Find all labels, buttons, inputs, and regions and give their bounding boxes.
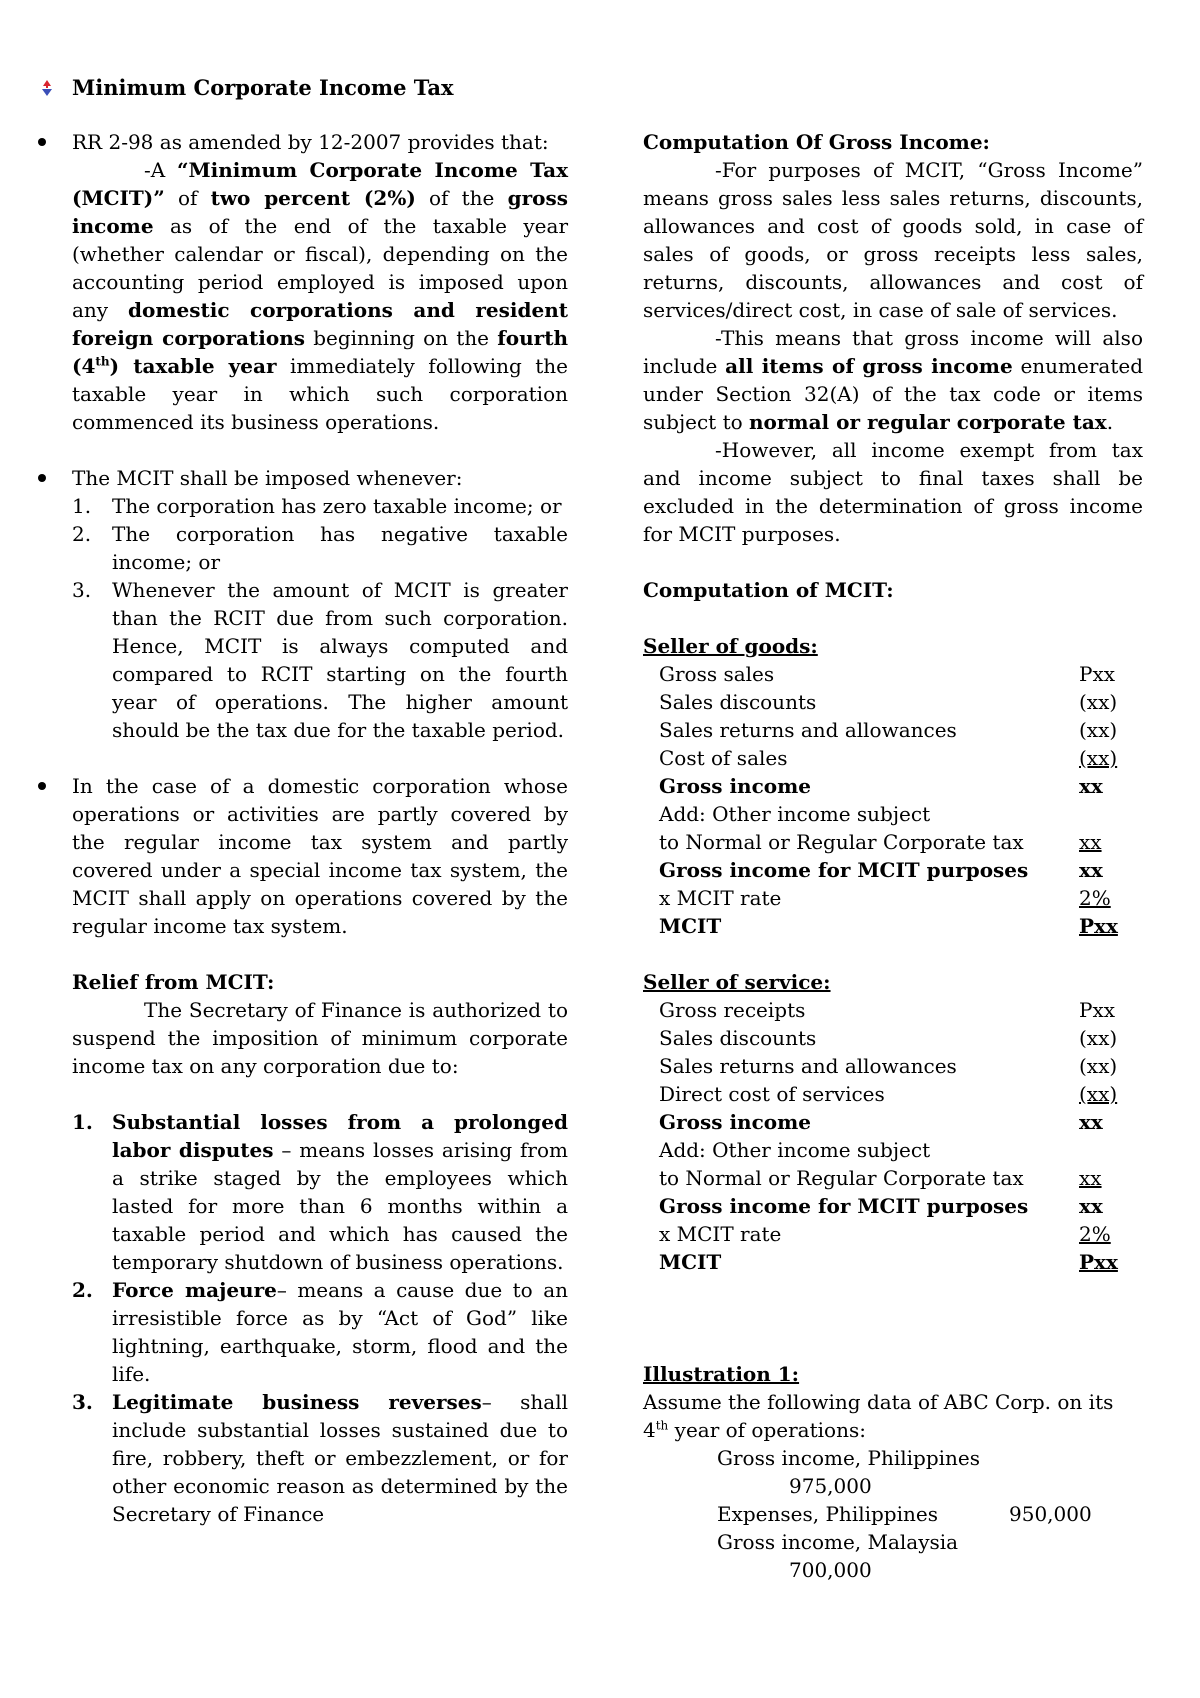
relief-heading: Relief from MCIT:: [72, 970, 275, 994]
seller-of-goods-table: [643, 660, 1143, 940]
table-row: Direct cost of services (xx): [659, 1082, 1118, 1106]
table-row: Sales discounts (xx): [659, 690, 1118, 714]
table-row: Gross income xx: [659, 1110, 1103, 1134]
table-row: MCIT Pxx: [659, 1250, 1118, 1274]
imposed-list: [38, 492, 568, 744]
seller-of-goods-heading: Seller of goods:: [643, 634, 818, 658]
list-item: 2. Force majeure– means a cause due to an irresistible force as by “Act of God” like lightning, earthquake, storm, flood and the life.: [72, 1278, 569, 1386]
imposed-lead: The MCIT shall be imposed whenever:: [72, 466, 463, 490]
table-row: Add: Other income subject: [659, 802, 931, 826]
list-item: 3. Whenever the amount of MCIT is greater than the RCIT due from such corporation. Hence, MCIT is always computed and compared to RCIT starting on the fourth year of operations. The higher amount should be the tax due for the taxable period.: [72, 578, 568, 742]
list-item: 1. Substantial losses from a prolonged labor disputes – means losses arising from a strike staged by the employees which lasted for more than 6 months within a taxable period and which has caused the temporary shutdown of business operations.: [72, 1110, 568, 1274]
page-title: [38, 74, 454, 102]
gross-income-my-amount: 700,000: [789, 1558, 872, 1582]
table-row: x MCIT rate 2%: [659, 886, 1111, 910]
gross-income-p3: -However, all income exempt from tax and income subject to final taxes shall be excluded in the determination of gross income for MCIT purposes.: [643, 438, 1143, 546]
rr-lead: RR 2-98 as amended by 12-2007 provides that:: [72, 130, 549, 154]
table-row: Gross income for MCIT purposes xx: [659, 1194, 1103, 1218]
table-row: Gross income for MCIT purposes xx: [659, 858, 1103, 882]
mcit-definition: -A “Minimum Corporate Income Tax (MCIT)” of two percent (2%) of the gross income as of the end of the taxable year (whether calendar or fiscal), depending on the accounting period employed is imposed upon any domestic corporations and resident foreign corporations beginning on the fourth (4th) taxable year immediately following the taxable year in which such corporation commenced its business operations.: [72, 158, 568, 434]
bullet-mcit-imposed: [38, 464, 568, 492]
table-row: Sales returns and allowances (xx): [659, 1054, 1118, 1078]
table-row: to Normal or Regular Corporate tax xx: [659, 830, 1102, 854]
expenses-ph-row: Expenses, Philippines 950,000: [717, 1502, 1092, 1526]
illustration-heading: Illustration 1:: [643, 1362, 800, 1386]
mcit-computation-heading: Computation of MCIT:: [643, 578, 894, 602]
gross-income-heading: Computation Of Gross Income:: [643, 130, 990, 154]
table-row: x MCIT rate 2%: [659, 1222, 1111, 1246]
bullet-rr-provision: [38, 128, 568, 436]
gross-income-my-label: Gross income, Malaysia: [717, 1530, 959, 1554]
left-column: [38, 128, 568, 1528]
bullet-dot-icon: [38, 474, 46, 482]
bullet-dot-icon: [38, 782, 46, 790]
table-row: to Normal or Regular Corporate tax xx: [659, 1166, 1102, 1190]
gross-income-p1: -For purposes of MCIT, “Gross Income” means gross sales less sales returns, discounts, allowances and cost of goods sold, in case of sales of goods, or gross receipts less sales, returns, discounts, allowances and cost of services/direct cost, in case of sale of services.: [643, 158, 1143, 322]
list-item: 3. Legitimate business reverses– shall include substantial losses sustained due to fire, robbery, theft or embezzlement, or for other economic reason as determined by the Secretary of Finance: [72, 1390, 568, 1526]
table-row: Gross sales Pxx: [659, 662, 1116, 686]
relief-list: [38, 1108, 568, 1528]
gross-income-p2: -This means that gross income will also include all items of gross income enumerated under Section 32(A) of the tax code or items subject to normal or regular corporate tax.: [643, 326, 1143, 434]
table-row: Gross income xx: [659, 774, 1103, 798]
arrow-bullet-icon: [38, 79, 56, 97]
bullet-domestic-corporation: [38, 772, 568, 940]
list-item: 1. The corporation has zero taxable income; or: [72, 494, 562, 518]
bullet-dot-icon: [38, 138, 46, 146]
right-column: [643, 128, 1143, 1584]
table-row: Sales returns and allowances (xx): [659, 718, 1118, 742]
table-row: MCIT Pxx: [659, 914, 1118, 938]
table-row: Cost of sales (xx): [659, 746, 1118, 770]
domestic-paragraph: In the case of a domestic corporation whose operations or activities are partly covered by the regular income tax system and partly covered under a special income tax system, the MCIT shall apply on operations covered by the regular income tax system.: [72, 774, 568, 938]
seller-of-service-heading: Seller of service:: [643, 970, 831, 994]
seller-of-service-table: [643, 996, 1143, 1276]
table-row: Sales discounts (xx): [659, 1026, 1118, 1050]
gross-income-ph-amount: 975,000: [789, 1474, 872, 1498]
list-item: 2. The corporation has negative taxable income; or: [72, 522, 568, 574]
page-title-text: Minimum Corporate Income Tax: [72, 75, 454, 100]
gross-income-ph-label: Gross income, Philippines: [717, 1446, 981, 1470]
table-row: Gross receipts Pxx: [659, 998, 1116, 1022]
relief-section: [38, 968, 568, 1080]
illustration-intro: Assume the following data of ABC Corp. on its 4th year of operations:: [643, 1390, 1114, 1442]
table-row: Add: Other income subject: [659, 1138, 931, 1162]
relief-intro: The Secretary of Finance is authorized to suspend the imposition of minimum corporate income tax on any corporation due to:: [72, 998, 568, 1078]
